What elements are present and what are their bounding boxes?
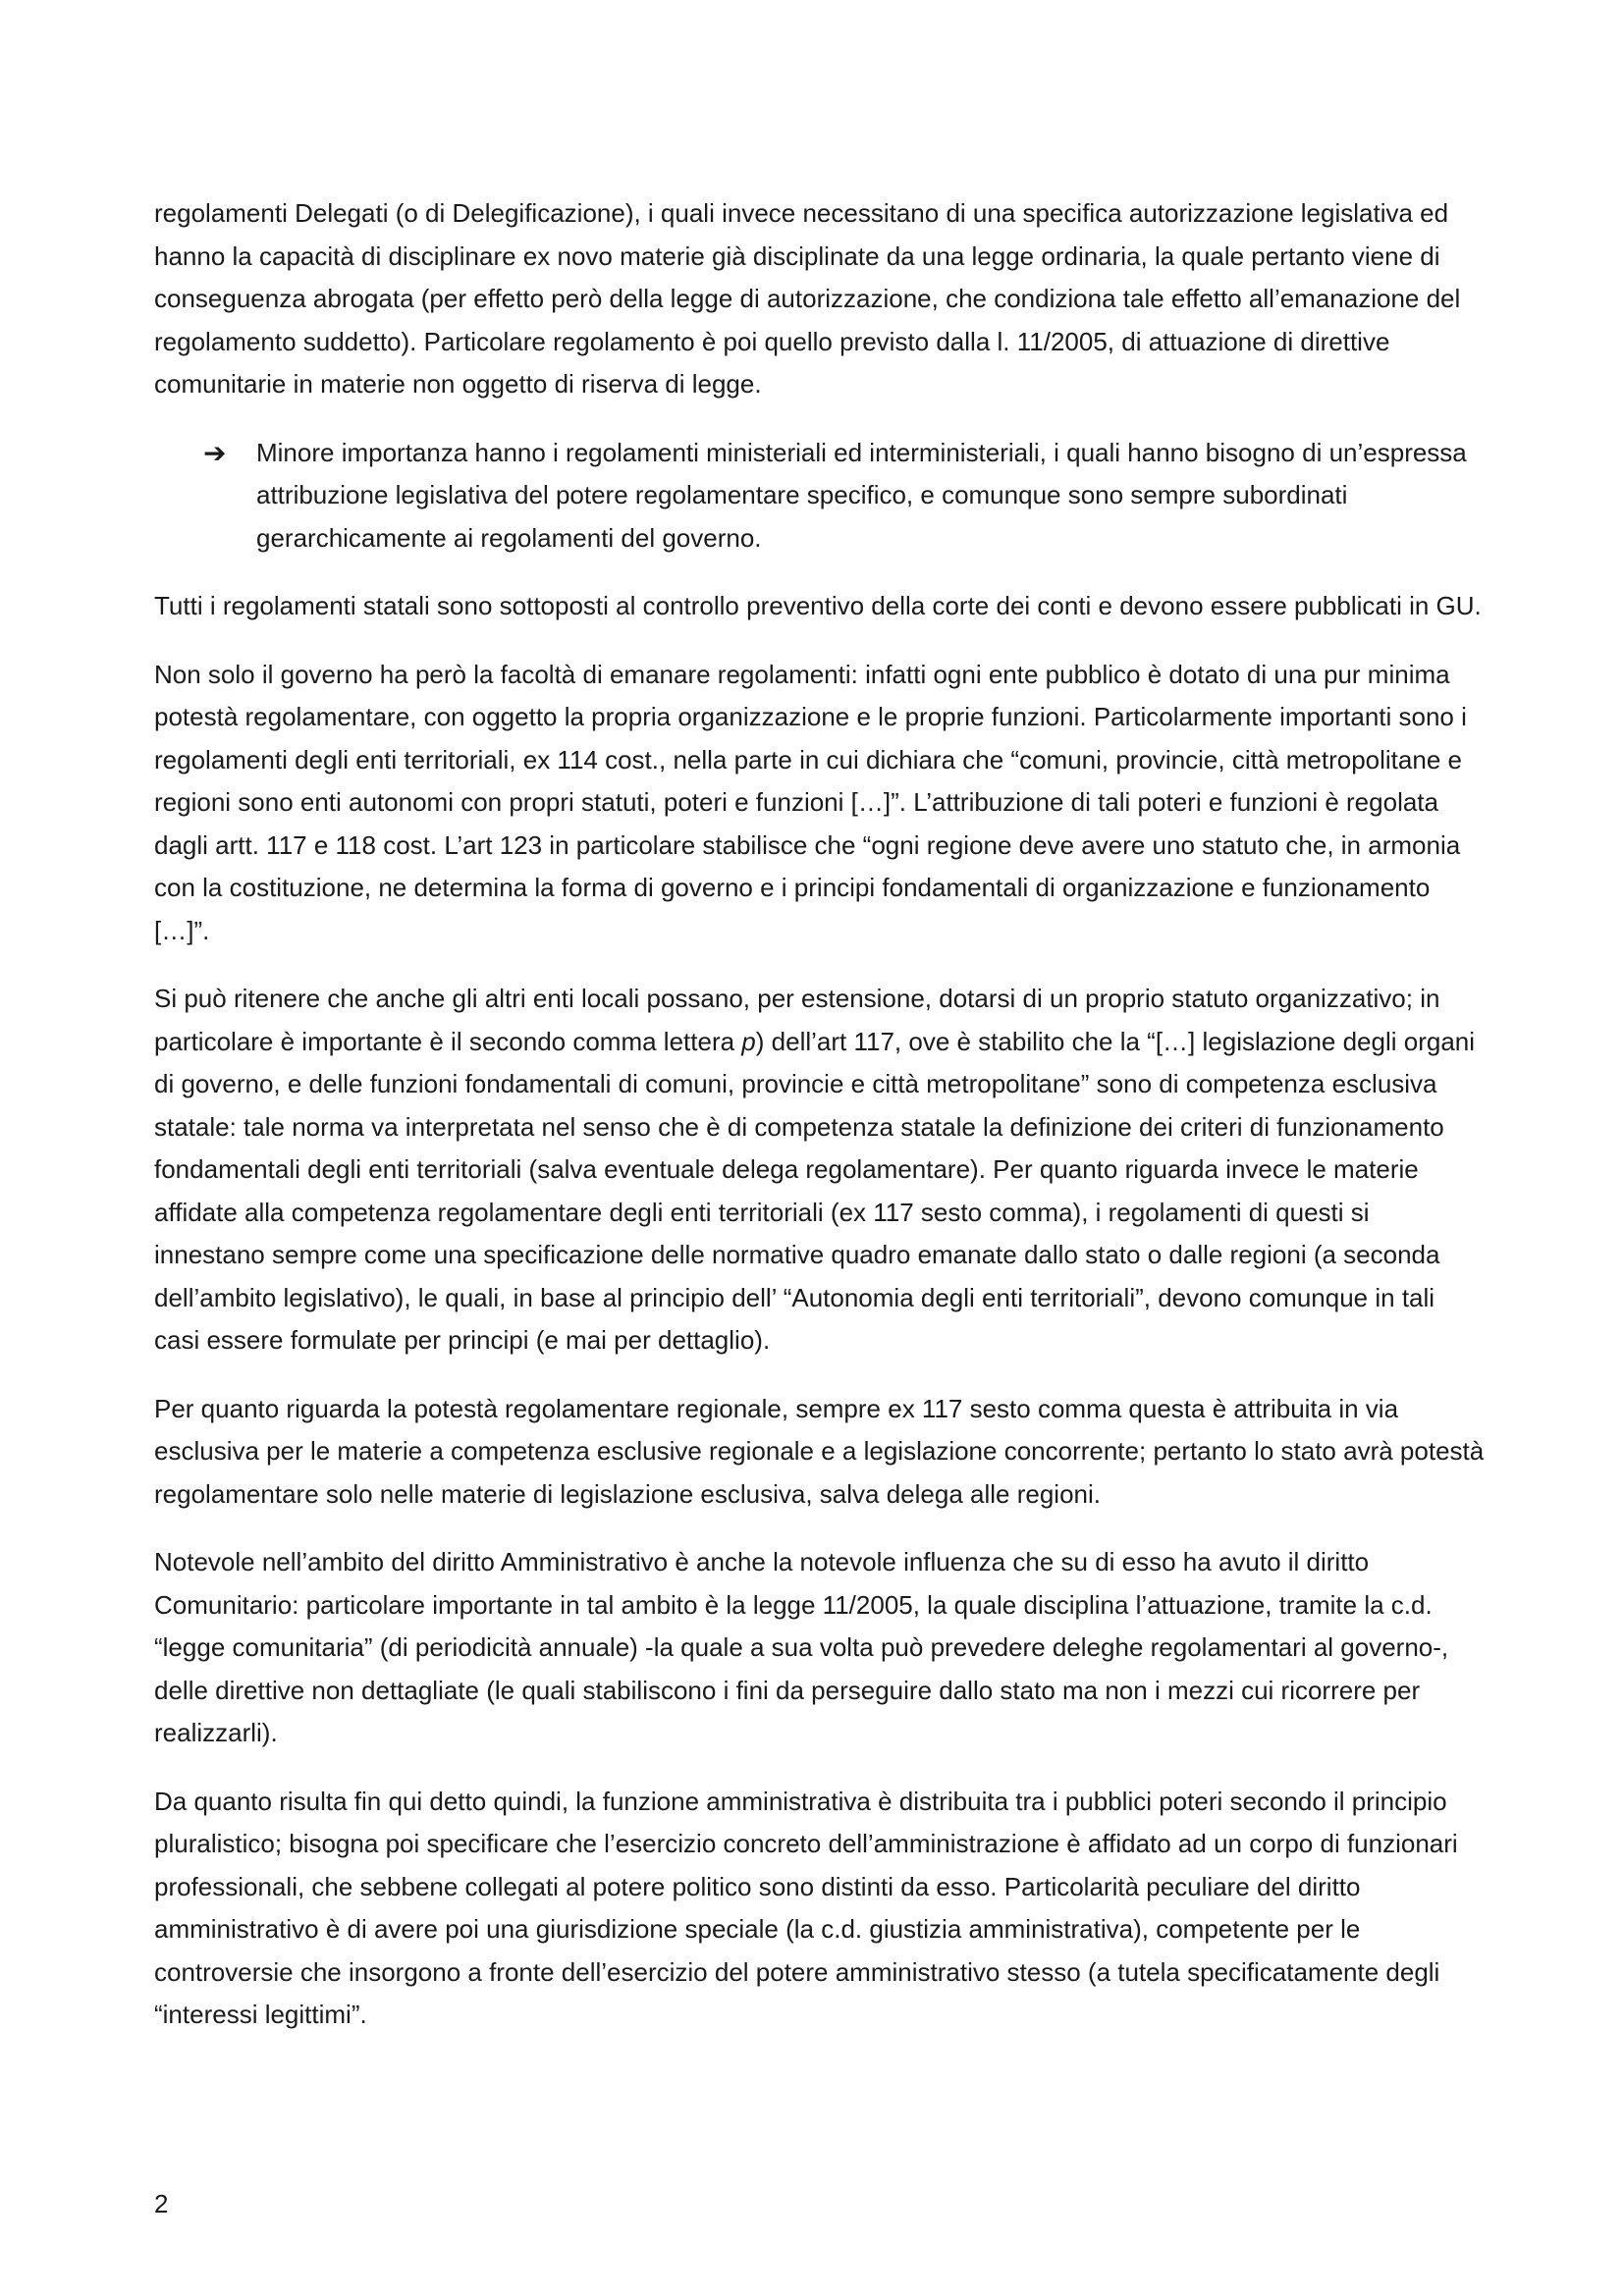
- paragraph-text-part-1: Si può ritenere che anche gli altri enti locali possano, per estensione, dotarsi di un proprio statuto organizzativo; in particolare è importante è il secondo comma lettera: [154, 984, 1440, 1056]
- page-number: 2: [154, 2189, 169, 2218]
- paragraph-funzione-amministrativa: Da quanto risulta fin qui detto quindi, la funzione amministrativa è distribuita tra i pubblici poteri secondo il principio pluralistico; bisogna poi specificare che l’esercizio concreto dell’amministrazione è affidato ad un corpo di funzionari professionali, che sebbene collegati al potere politico sono distinti da esso. Particolarità peculiare del diritto amministrativo è di avere poi una giurisdizione speciale (la c.d. giustizia amministrativa), competente per le controversie che insorgono a fronte dell’esercizio del potere amministrativo stesso (a tutela specificatamente degli “interessi legittimi”.: [154, 1786, 1458, 2029]
- bullet-item-regolamenti-ministeriali: [154, 432, 1485, 561]
- bullet-item-text: Minore importanza hanno i regolamenti ministeriali ed interministeriali, i quali hanno bisogno di un’espressa attribuzione legislativa del potere regolamentare specifico, e comunque sono sempre subordinati gerarchicamente ai regolamenti del governo.: [256, 437, 1467, 553]
- right-arrow-icon: ➔: [203, 437, 227, 468]
- paragraph-potesta-enti-pubblici: Non solo il governo ha però la facoltà di emanare regolamenti: infatti ogni ente pubblico è dotato di una pur minima potestà regolamentare, con oggetto la propria organizzazione e le proprie funzioni. Particolarmente importanti sono i regolamenti degli enti territoriali, ex 114 cost., nella parte in cui dichiara che “comuni, provincie, città metropolitane e regioni sono enti autonomi con propri statuti, poteri e funzioni […]”. L’attribuzione di tali poteri e funzioni è regolata dagli artt. 117 e 118 cost. L’art 123 in particolare stabilisce che “ogni regione deve avere uno statuto che, in armonia con la costituzione, ne determina la forma di governo e i principi fondamentali di organizzazione e funzionamento […]”.: [154, 659, 1467, 945]
- paragraph-text-part-2: ) dell’art 117, ove è stabilito che la “[…] legislazione degli organi di governo, e delle funzioni fondamentali di comuni, provincie e città metropolitane” sono di competenza esclusiva statale: tale norma va interpretata nel senso che è di competenza statale la definizione dei criteri di funzionamento fondamentali degli enti territoriali (salva eventuale delega regolamentare). Per quanto riguarda invece le materie affidate alla competenza regolamentare degli enti territoriali (ex 117 sesto comma), i regolamenti di questi si innestano sempre come una specificazione delle normative quadro emanate dallo stato o dalle regioni (a seconda dell’ambito legislativo), le quali, in base al principio dell’ “Autonomia degli enti territoriali”, devono comunque in tali casi essere formulate per principi (e mai per dettaglio).: [154, 1026, 1476, 1355]
- paragraph-controllo-corte-dei-conti: Tutti i regolamenti statali sono sottoposti al controllo preventivo della corte dei conti e devono essere pubblicati in GU.: [154, 591, 1482, 620]
- paragraph-potesta-regionale: Per quanto riguarda la potestà regolamentare regionale, sempre ex 117 sesto comma questa è attribuita in via esclusiva per le materie a competenza esclusive regionale e a legislazione concorrente; pertanto lo stato avrà potestà regolamentare solo nelle materie di legislazione esclusiva, salva delega alle regioni.: [154, 1393, 1485, 1509]
- paragraph-regolamenti-delegati: regolamenti Delegati (o di Delegificazione), i quali invece necessitano di una specifica autorizzazione legislativa ed hanno la capacità di disciplinare ex novo materie già disciplinate da una legge ordinaria, la quale pertanto viene di conseguenza abrogata (per effetto però della legge di autorizzazione, che condiziona tale effetto all’emanazione del regolamento suddetto). Particolare regolamento è poi quello previsto dalla l. 11/2005, di attuazione di direttive comunitarie in materie non oggetto di riserva di legge.: [154, 198, 1461, 399]
- italic-letter-p: p: [741, 1026, 756, 1056]
- paragraph-statuto-enti-locali: [154, 978, 1485, 1362]
- paragraph-diritto-comunitario: Notevole nell’ambito del diritto Amministrativo è anche la notevole influenza che su di esso ha avuto il diritto Comunitario: particolare importante in tal ambito è la legge 11/2005, la quale disciplina l’attuazione, tramite la c.d. “legge comunitaria” (di periodicità annuale) -la quale a sua volta può prevedere deleghe regolamentari al governo-, delle direttive non dettagliate (le quali stabiliscono i fini da perseguire dallo stato ma non i mezzi cui ricorrere per realizzarli).: [154, 1547, 1449, 1747]
- document-body: [154, 192, 1485, 2062]
